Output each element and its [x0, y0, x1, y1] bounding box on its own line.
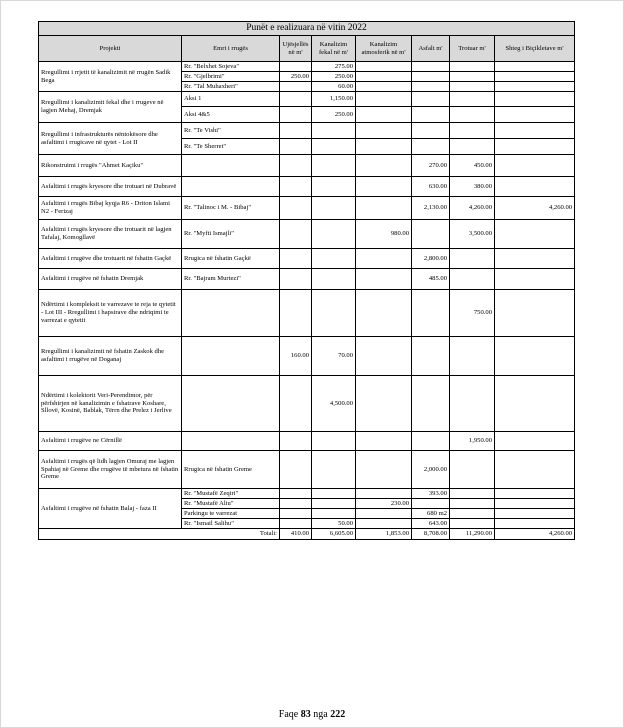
storm-cell	[356, 269, 412, 290]
bike-cell	[495, 269, 575, 290]
table-row	[39, 220, 575, 249]
fecal-cell	[312, 499, 356, 509]
footer-page-number: 83	[300, 709, 311, 720]
col-header-storm: Kanalizim atmosferik në m'	[356, 36, 412, 62]
water-cell	[280, 290, 312, 337]
sidewalk-cell: 750.00	[450, 290, 495, 337]
street-cell: Rrugica në fshatin Greme	[182, 451, 280, 489]
total-bike: 4,260.00	[495, 529, 575, 540]
fecal-cell	[312, 451, 356, 489]
bike-cell	[495, 290, 575, 337]
sidewalk-cell	[450, 82, 495, 92]
asphalt-cell	[412, 290, 450, 337]
project-cell: Rregullimi i kanalizimit në fshatin Zaskok dhe asfaltimi i rrugëve në Doganaj	[39, 337, 182, 376]
street-cell: Rr. "Bajram Murtezi"	[182, 269, 280, 290]
footer-page-total: 222	[330, 709, 346, 720]
storm-cell	[356, 489, 412, 499]
sidewalk-cell	[450, 269, 495, 290]
bike-cell	[495, 107, 575, 123]
street-cell	[182, 155, 280, 177]
total-storm: 1,853.00	[356, 529, 412, 540]
fecal-cell	[312, 220, 356, 249]
water-cell	[280, 376, 312, 432]
storm-cell	[356, 72, 412, 82]
water-cell	[280, 489, 312, 499]
storm-cell: 230.00	[356, 499, 412, 509]
project-cell: Ndërtimi i kolektorit Veri-Perendimor, për përfshirjen në kanalizimin e fshatrave Koshare, Sllovë, Kosinë, Bablak, Tërrn dhe Prelez i Jerlive	[39, 376, 182, 432]
totals-row	[39, 529, 575, 540]
project-cell: Asfaltimi i rrugës që lidh lagjen Omuraj me lagjen Spahiaj në Greme dhe rrugëve të mbetura në fshatin Greme	[39, 451, 182, 489]
storm-cell	[356, 376, 412, 432]
table-body	[39, 62, 575, 529]
street-cell: Rr. "Myfti Ismajli"	[182, 220, 280, 249]
bike-cell	[495, 82, 575, 92]
works-table	[38, 21, 575, 540]
water-cell	[280, 197, 312, 220]
sidewalk-cell	[450, 123, 495, 139]
fecal-cell	[312, 139, 356, 155]
street-cell: Rr. "Tal Muhaxheri"	[182, 82, 280, 92]
table-title: Punët e realizuara në vitin 2022	[39, 22, 575, 36]
project-cell: Ndërtimi i kompleksit te varrezave te reja te qytetit - Lot III - Rregullimi i hapsirave dhe ndriqimi te varrezat e qytetit	[39, 290, 182, 337]
water-cell	[280, 82, 312, 92]
storm-cell	[356, 82, 412, 92]
col-header-sidewalk: Trotuar m'	[450, 36, 495, 62]
asphalt-cell: 485.00	[412, 269, 450, 290]
total-sidewalk: 11,290.00	[450, 529, 495, 540]
bike-cell	[495, 155, 575, 177]
bike-cell	[495, 177, 575, 197]
asphalt-cell	[412, 82, 450, 92]
asphalt-cell	[412, 337, 450, 376]
water-cell	[280, 519, 312, 529]
bike-cell	[495, 220, 575, 249]
asphalt-cell	[412, 220, 450, 249]
bike-cell	[495, 519, 575, 529]
project-cell: Asfaltimi i rrugëve në fshatin Dremjak	[39, 269, 182, 290]
street-cell: Aksi 4&5	[182, 107, 280, 123]
storm-cell	[356, 107, 412, 123]
fecal-cell	[312, 290, 356, 337]
storm-cell	[356, 177, 412, 197]
bike-cell	[495, 249, 575, 269]
water-cell	[280, 62, 312, 72]
total-water: 410.00	[280, 529, 312, 540]
table-row	[39, 155, 575, 177]
water-cell	[280, 249, 312, 269]
bike-cell	[495, 376, 575, 432]
bike-cell	[495, 72, 575, 82]
fecal-cell: 70.00	[312, 337, 356, 376]
fecal-cell	[312, 155, 356, 177]
fecal-cell: 1,150.00	[312, 92, 356, 107]
storm-cell	[356, 519, 412, 529]
fecal-cell: 250.00	[312, 72, 356, 82]
fecal-cell: 250.00	[312, 107, 356, 123]
sidewalk-cell	[450, 92, 495, 107]
project-cell: Asfaltimi i rrugëve në fshatin Balaj - faza II	[39, 489, 182, 529]
water-cell: 250.00	[280, 72, 312, 82]
street-cell: Rr. "Talinoc i M. - Bibaj"	[182, 197, 280, 220]
asphalt-cell: 393.00	[412, 489, 450, 499]
bike-cell	[495, 499, 575, 509]
storm-cell	[356, 62, 412, 72]
project-cell: Asfaltimi i rrugës Bibaj kyqja R6 - Driton Islami N2 - Ferizaj	[39, 197, 182, 220]
fecal-cell	[312, 177, 356, 197]
street-cell: Rr. "Ismail Salihu"	[182, 519, 280, 529]
street-cell	[182, 432, 280, 451]
sidewalk-cell	[450, 376, 495, 432]
total-asphalt: 8,708.00	[412, 529, 450, 540]
asphalt-cell: 270.00	[412, 155, 450, 177]
fecal-cell	[312, 269, 356, 290]
fecal-cell	[312, 489, 356, 499]
water-cell	[280, 123, 312, 139]
asphalt-cell	[412, 376, 450, 432]
col-header-water: Ujësjellës në m'	[280, 36, 312, 62]
table-row	[39, 451, 575, 489]
sidewalk-cell	[450, 62, 495, 72]
street-cell	[182, 177, 280, 197]
table-row	[39, 177, 575, 197]
water-cell	[280, 177, 312, 197]
street-cell	[182, 337, 280, 376]
water-cell: 160.00	[280, 337, 312, 376]
fecal-cell	[312, 197, 356, 220]
bike-cell	[495, 92, 575, 107]
table-row	[39, 337, 575, 376]
bike-cell	[495, 489, 575, 499]
sidewalk-cell: 450.00	[450, 155, 495, 177]
bike-cell	[495, 123, 575, 139]
asphalt-cell: 643.00	[412, 519, 450, 529]
table-row	[39, 249, 575, 269]
asphalt-cell	[412, 499, 450, 509]
col-header-project: Projekti	[39, 36, 182, 62]
asphalt-cell	[412, 92, 450, 107]
bike-cell	[495, 139, 575, 155]
table-row	[39, 197, 575, 220]
table-row	[39, 92, 575, 107]
storm-cell	[356, 337, 412, 376]
street-cell: Rr. "Gjelbrimi"	[182, 72, 280, 82]
table-row	[39, 432, 575, 451]
water-cell	[280, 155, 312, 177]
fecal-cell: 60.00	[312, 82, 356, 92]
fecal-cell	[312, 432, 356, 451]
asphalt-cell: 630.00	[412, 177, 450, 197]
sidewalk-cell	[450, 107, 495, 123]
table-row	[39, 489, 575, 499]
storm-cell: 980.00	[356, 220, 412, 249]
asphalt-cell	[412, 72, 450, 82]
sidewalk-cell	[450, 451, 495, 489]
project-cell: Asfaltimi i rrugës kryesore dhe trotuari në Dubravë	[39, 177, 182, 197]
bike-cell	[495, 451, 575, 489]
asphalt-cell	[412, 107, 450, 123]
sidewalk-cell	[450, 337, 495, 376]
project-cell: Asfaltimi i rrugëve ne Cërnillë	[39, 432, 182, 451]
project-cell: Rregullimi i rrjetit të kanalizimit në rrugën Sadik Bega	[39, 62, 182, 92]
sidewalk-cell	[450, 139, 495, 155]
fecal-cell	[312, 249, 356, 269]
water-cell	[280, 107, 312, 123]
table-row	[39, 376, 575, 432]
storm-cell	[356, 123, 412, 139]
sidewalk-cell	[450, 519, 495, 529]
storm-cell	[356, 249, 412, 269]
table-row	[39, 269, 575, 290]
sidewalk-cell	[450, 72, 495, 82]
project-cell: Rregullimi i kanalizimit fekal dhe i rrugeve në lagjen Mehaj, Dremjak	[39, 92, 182, 123]
bike-cell	[495, 337, 575, 376]
street-cell: Rr. "Mustafë Zeqiri"	[182, 489, 280, 499]
bike-cell	[495, 62, 575, 72]
street-cell: Parkingu te varrezat	[182, 509, 280, 519]
asphalt-cell: 2,130.00	[412, 197, 450, 220]
storm-cell	[356, 197, 412, 220]
footer-middle: nga	[313, 709, 328, 720]
street-cell: Rr. "Mustafë Aliu"	[182, 499, 280, 509]
water-cell	[280, 92, 312, 107]
fecal-cell: 4,500.00	[312, 376, 356, 432]
sidewalk-cell	[450, 249, 495, 269]
street-cell	[182, 376, 280, 432]
street-cell: Rr. "Te Vishi"	[182, 123, 280, 139]
totals-label: Totali:	[39, 529, 280, 540]
street-cell: Rrugica në fshatin Gaçkë	[182, 249, 280, 269]
storm-cell	[356, 155, 412, 177]
bike-cell	[495, 509, 575, 519]
asphalt-cell	[412, 432, 450, 451]
bike-cell	[495, 432, 575, 451]
col-header-fecal: Kanalizim fekal në m'	[312, 36, 356, 62]
sidewalk-cell: 380.00	[450, 177, 495, 197]
storm-cell	[356, 290, 412, 337]
fecal-cell: 275.00	[312, 62, 356, 72]
project-cell: Rregullimi i infrastrukturës nëntokësore dhe asfaltimi i rrugicave në qytet - Lot II	[39, 123, 182, 155]
fecal-cell: 50.00	[312, 519, 356, 529]
table-row	[39, 290, 575, 337]
water-cell	[280, 220, 312, 249]
sidewalk-cell	[450, 489, 495, 499]
water-cell	[280, 432, 312, 451]
street-cell: Rr. "Te Sherret"	[182, 139, 280, 155]
bike-cell: 4,260.00	[495, 197, 575, 220]
table-row	[39, 123, 575, 139]
asphalt-cell	[412, 139, 450, 155]
storm-cell	[356, 451, 412, 489]
street-cell: Rr. "Belxhet Sojeva"	[182, 62, 280, 72]
sidewalk-cell	[450, 499, 495, 509]
asphalt-cell: 680 m2	[412, 509, 450, 519]
total-fecal: 6,605.00	[312, 529, 356, 540]
storm-cell	[356, 92, 412, 107]
col-header-street: Emri i rrugës	[182, 36, 280, 62]
asphalt-cell: 2,000.00	[412, 451, 450, 489]
storm-cell	[356, 509, 412, 519]
col-header-bike: Shteg i Biçikletave m'	[495, 36, 575, 62]
fecal-cell	[312, 509, 356, 519]
project-cell: Asfaltimi i rrugëve dhe trotuarit në fshatin Gaçkë	[39, 249, 182, 269]
footer-prefix: Faqe	[278, 709, 299, 720]
street-cell	[182, 290, 280, 337]
col-header-asphalt: Asfalt m'	[412, 36, 450, 62]
page-footer	[0, 709, 624, 720]
sidewalk-cell: 3,500.00	[450, 220, 495, 249]
sidewalk-cell: 4,260.00	[450, 197, 495, 220]
storm-cell	[356, 432, 412, 451]
sidewalk-cell	[450, 509, 495, 519]
fecal-cell	[312, 123, 356, 139]
water-cell	[280, 499, 312, 509]
asphalt-cell	[412, 62, 450, 72]
asphalt-cell: 2,800.00	[412, 249, 450, 269]
water-cell	[280, 269, 312, 290]
table-row	[39, 62, 575, 72]
storm-cell	[356, 139, 412, 155]
water-cell	[280, 451, 312, 489]
sidewalk-cell: 1,950.00	[450, 432, 495, 451]
project-cell: Rikonstruimi i rrugës "Ahmet Kaçiku"	[39, 155, 182, 177]
water-cell	[280, 509, 312, 519]
street-cell: Aksi 1	[182, 92, 280, 107]
water-cell	[280, 139, 312, 155]
asphalt-cell	[412, 123, 450, 139]
project-cell: Asfaltimi i rrugës kryesore dhe trotuarit në lagjen Tafalaj, Komogllavë	[39, 220, 182, 249]
